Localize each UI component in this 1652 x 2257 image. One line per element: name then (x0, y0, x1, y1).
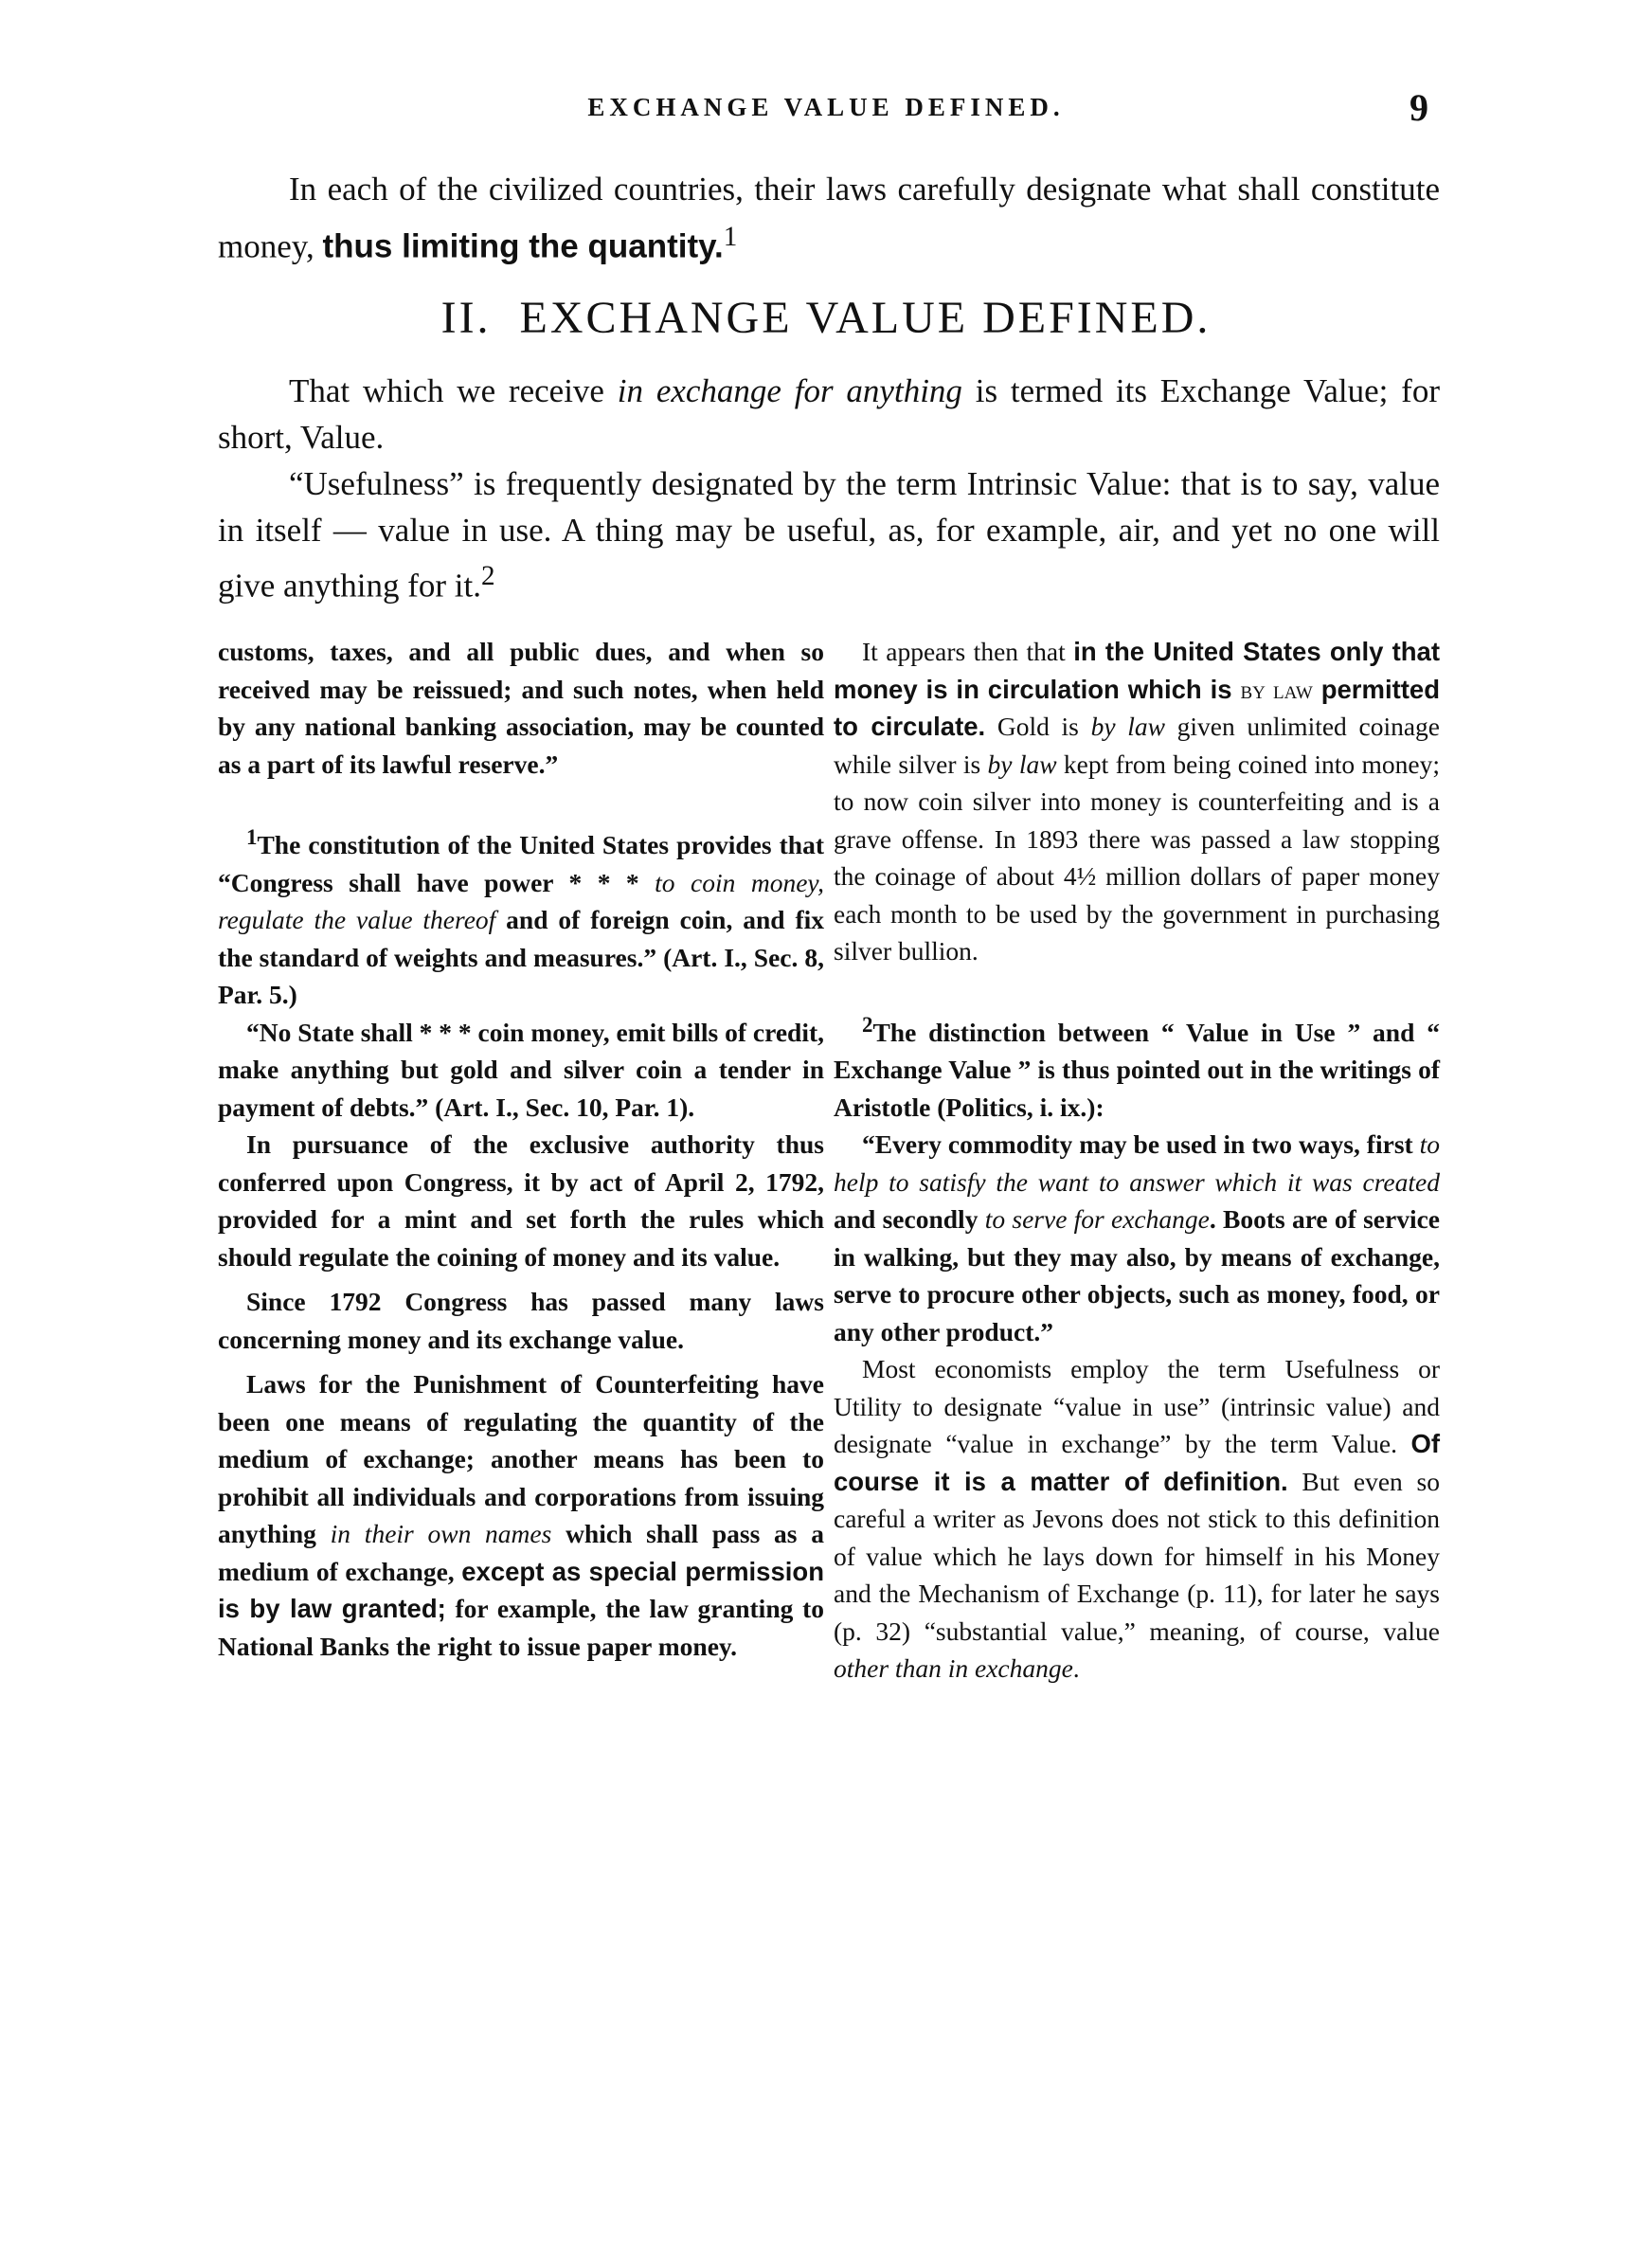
section-heading (0, 292, 1652, 344)
definition-paragraphs (218, 368, 1440, 609)
footnote-1-para-2: “No State shall * * * coin money, emit bills of credit, make anything but gold and silver coin a tender in payment of debts.” (Art. I., Sec. 10, Par. 1). (218, 1017, 824, 1122)
footnote-1-para-3: In pursuance of the exclusive authority thus conferred upon Congress, it by act of April 2, 1792, provided for a mint and set forth the rules which should regulate the coining of money and its value. (218, 1129, 824, 1272)
intro-emphasis: thus limiting the quantity. (322, 227, 724, 265)
footnote-mark-2: 2 (862, 1012, 873, 1037)
left-column (218, 633, 824, 1665)
running-head: EXCHANGE VALUE DEFINED. (587, 93, 1065, 121)
section-number: II. (440, 293, 492, 343)
continued-text: customs, taxes, and all public dues, and when so received may be reissued; and such notes, when held by any national banking association, may be counted as a part of its lawful reserve.” (218, 637, 824, 779)
footnote-ref-1: 1 (723, 222, 738, 252)
footnote-ref-2: 2 (481, 561, 495, 591)
section-title: EXCHANGE VALUE DEFINED. (519, 293, 1212, 343)
right-column (834, 633, 1440, 1688)
circulation-paragraph: It appears then that in the United States only that money is in circulation which is by law permitted to circulate. Gold is by law given unlimited coinage while silver is by law kept from being coined into money; to now coin silver into money is counterfeiting and is a grave offense. In 1893 there was passed a law stopping the coinage of about 4½ million dollars of paper money each month to be used by the government in purchasing silver bullion. (834, 637, 1441, 966)
intro-paragraph (218, 166, 1440, 271)
definition-exchange-value: That which we receive in exchange for anything is termed its Exchange Value; for short, Value. (218, 372, 1440, 456)
footnote-1: $^1$The constitution of the United States provides that “Congress shall have power * * * to coin money, regulate the value thereof and of foreign coin, and fix the standard of weights and measures.” (Art. I., Sec. 8, Par. 5.) (218, 825, 824, 1010)
page-number: 9 (1410, 86, 1428, 129)
footnote-2: $^2$The distinction between “ Value in Use ” and “ Exchange Value ” is thus pointed out in the writings of Aristotle (Politics, i. ix.): (834, 1012, 1440, 1122)
economists-paragraph: Most economists employ the term Usefulness or Utility to designate “value in use” (intrinsic value) and designate “value in exchange” by the term Value. Of course it is a matter of definition. But even so careful a writer as Jevons does not stick to this definition of value which he lays down for himself in his Money and the Mechanism of Exchange (p. 11), for later he says (p. 32) “substantial value,” meaning, of course, value other than in exchange. (834, 1354, 1440, 1684)
intro-text: In each of the civilized countries, their laws carefully designate what shall constitute money, (218, 171, 1440, 265)
aristotle-quote: “Every commodity may be used in two ways, first to help to satisfy the want to answer which it was created and secondly to serve for exchange. Boots are of service in walking, but they may also, by means of exchange, serve to procure other objects, such as money, food, or any other product.” (834, 1129, 1440, 1346)
definition-usefulness: “Usefulness” is frequently designated by the term Intrinsic Value: that is to say, value in itself — value in use. A thing may be useful, as, for example, air, and yet no one will give anything for it.$^2$ (218, 465, 1440, 605)
footnote-1-para-5: Laws for the Punishment of Counterfeiting have been one means of regulating the quantity of the medium of exchange; another means has been to prohibit all individuals and corporations from issuing anything in their own names which shall pass as a medium of exchange, except as special permission is by law granted; for example, the law granting to National Banks the right to issue paper money. (218, 1369, 824, 1661)
footnote-1-para-4: Since 1792 Congress has passed many laws concerning money and its exchange value. (218, 1287, 824, 1354)
footnote-mark-1: 1 (246, 825, 258, 849)
